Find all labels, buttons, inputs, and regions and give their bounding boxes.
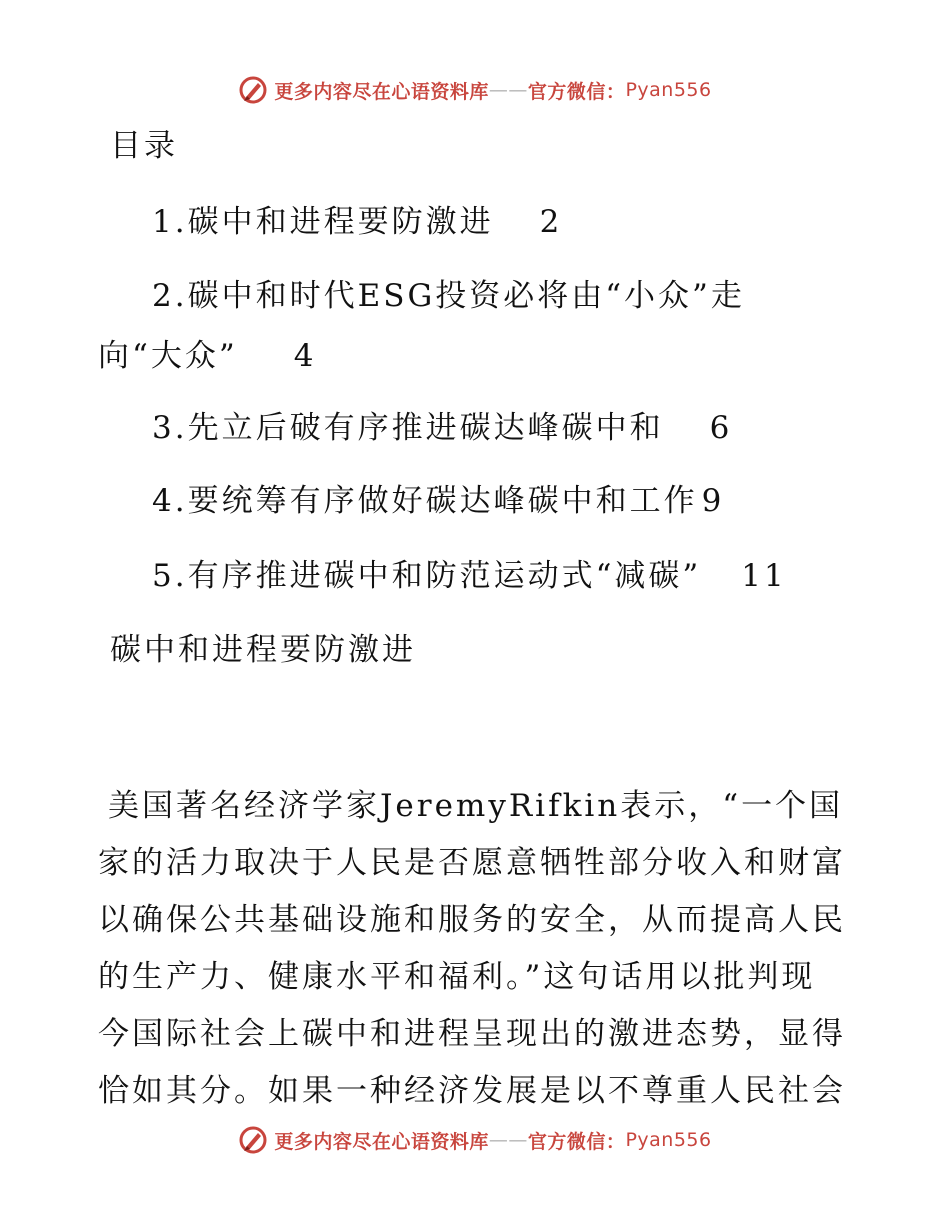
- body-paragraph: [98, 778, 858, 1120]
- body-line: 今国际社会上碳中和进程呈现出的激进态势，显得: [98, 1016, 846, 1052]
- watermark-id: Pyan556: [625, 79, 712, 101]
- toc-item-label: 3.先立后破有序推进碳达峰碳中和: [152, 410, 664, 446]
- toc-item-label: 1.碳中和进程要防激进: [152, 204, 494, 240]
- watermark-separator: ——: [488, 1129, 528, 1151]
- body-line: 恰如其分。如果一种经济发展是以不尊重人民社会: [98, 1073, 846, 1109]
- watermark-tail: 官方微信：: [527, 80, 626, 103]
- toc-item-page: 11: [741, 558, 787, 594]
- toc-item-label: 向“大众”: [98, 338, 238, 374]
- toc-item-page: 6: [709, 410, 733, 446]
- watermark-id: Pyan556: [625, 1129, 712, 1151]
- pen-logo-icon: [238, 75, 268, 105]
- toc-item-page: 2: [539, 204, 563, 240]
- body-line: 美国著名经济学家JeremyRifkin表示，“一个国: [108, 788, 844, 824]
- section-heading: 碳中和进程要防激进: [110, 632, 416, 668]
- toc-item-label: 2.碳中和时代ESG投资必将由“小众”走: [152, 278, 745, 314]
- toc-item-2-line1: [152, 276, 745, 316]
- toc-title: 目录: [110, 128, 178, 164]
- watermark-separator: ——: [488, 79, 528, 101]
- body-line: 家的活力取决于人民是否愿意牺牲部分收入和财富: [98, 845, 846, 881]
- watermark-text: 更多内容尽在心语资料库: [274, 1130, 489, 1153]
- footer-watermark: [0, 1120, 950, 1160]
- toc-item-label: 4.要统筹有序做好碳达峰碳中和工作: [152, 483, 698, 519]
- toc-item-5: [152, 556, 787, 596]
- toc-item-3: [152, 408, 732, 448]
- toc-item-page: 9: [701, 483, 725, 519]
- toc-item-2-line2: [98, 336, 316, 376]
- watermark-tail: 官方微信：: [527, 1130, 626, 1153]
- pen-logo-icon: [238, 1125, 268, 1155]
- body-line: 以确保公共基础设施和服务的安全，从而提高人民: [98, 902, 846, 938]
- toc-item-label: 5.有序推进碳中和防范运动式“减碳”: [152, 558, 702, 594]
- toc-item-1: [152, 202, 562, 242]
- body-line: 的生产力、健康水平和福利。”这句话用以批判现: [98, 959, 816, 995]
- toc-item-4: [152, 481, 724, 521]
- header-watermark: [0, 70, 950, 110]
- watermark-text: 更多内容尽在心语资料库: [274, 80, 489, 103]
- toc-item-page: 4: [293, 338, 317, 374]
